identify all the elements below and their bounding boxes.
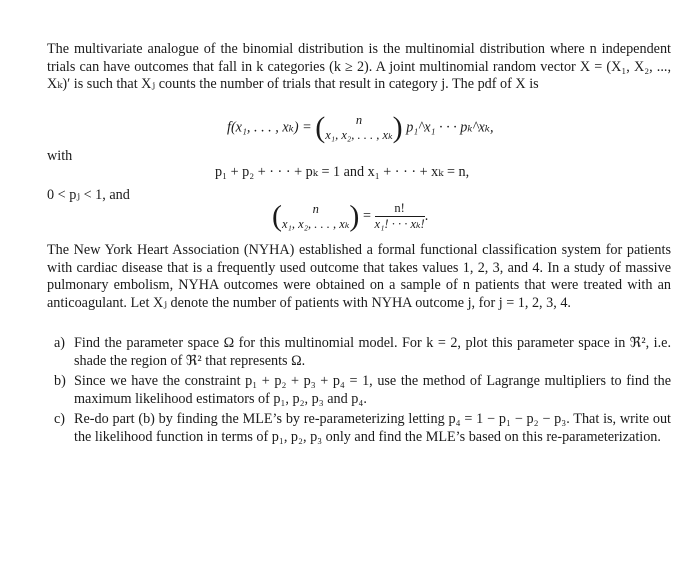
- coef-equals: =: [362, 207, 371, 224]
- question-label: c): [54, 411, 66, 428]
- coef-tail: .: [424, 207, 429, 224]
- pdf-formula: [227, 113, 494, 143]
- nyha-paragraph: The New York Heart Association (NYHA) established a formal functional classification system for patients with cardiac disease that is a frequently used outcome that takes values 1, 2, 3, and 4. In a study of massive pulmonary embolism, NYHA outcomes were obtained on a sample of n patients that were treated with an anticoagulant. Let Xⱼ denote the number of patients with NYHA outcome j, for j = 1, 2, 3, 4.: [47, 242, 671, 311]
- left-paren: (: [315, 111, 326, 144]
- question-label: b): [54, 373, 66, 390]
- constraint-formula: p₁ + p₂ + · · · + pₖ = 1 and x₁ + · · · + xₖ = n,: [215, 164, 470, 180]
- coef-frac-num: n!: [375, 201, 425, 217]
- question-text: Since we have the constraint p₁ + p₂ + p₃ + p₄ = 1, use the method of Lagrange multipliers to find the maximum likelihood estimators of p₁, p₂, p₃ and p₄.: [74, 373, 671, 407]
- coef-binom-bottom: x₁, x₂, . . . , xₖ: [282, 216, 350, 231]
- pdf-lhs: f(x₁, . . . , xₖ) =: [227, 119, 312, 136]
- coef-left-paren: (: [272, 199, 282, 233]
- coef-binom: [282, 202, 349, 232]
- question-text: Find the parameter space Ω for this multinomial model. For k = 2, plot this parameter space in ℜ², i.e. shade the region of ℜ² that represents Ω.: [74, 335, 671, 369]
- question-b: [54, 373, 671, 408]
- pj-condition: 0 < pⱼ < 1, and: [47, 187, 130, 203]
- right-paren: ): [392, 111, 403, 144]
- pdf-binom: [325, 113, 392, 143]
- intro-paragraph: The multivariate analogue of the binomial distribution is the multinomial distribution where n independent trials can have outcomes that fall in k categories (k ≥ 2). A joint multinomial random vector X = (X₁, X₂, ..., Xₖ)′ is such that Xⱼ counts the number of trials that result in category j. The pdf of X is: [47, 41, 671, 93]
- coef-fraction: [375, 201, 425, 232]
- coef-frac-den: x₁! · · · xₖ!: [374, 217, 425, 231]
- coefficient-formula: [272, 201, 428, 232]
- coef-right-paren: ): [349, 199, 360, 233]
- question-list: [54, 335, 671, 447]
- question-text: Re-do part (b) by finding the MLE’s by re-parameterizing letting p₄ = 1 − p₁ − p₂ − p₃. That is, write out the likelihood function in terms of p₁, p₂, p₃ only and find the MLE’s based on this re-parameterization.: [74, 411, 671, 445]
- with-label: with: [47, 148, 73, 164]
- pdf-rhs: p₁^x₁ · · · pₖ^xₖ,: [406, 119, 494, 136]
- pdf-binom-top: n: [355, 113, 363, 127]
- question-c: [54, 411, 671, 446]
- pdf-binom-bottom: x₁, x₂, . . . , xₖ: [325, 128, 393, 142]
- coef-binom-top: n: [312, 201, 319, 216]
- question-a: [54, 335, 671, 370]
- question-label: a): [54, 335, 66, 351]
